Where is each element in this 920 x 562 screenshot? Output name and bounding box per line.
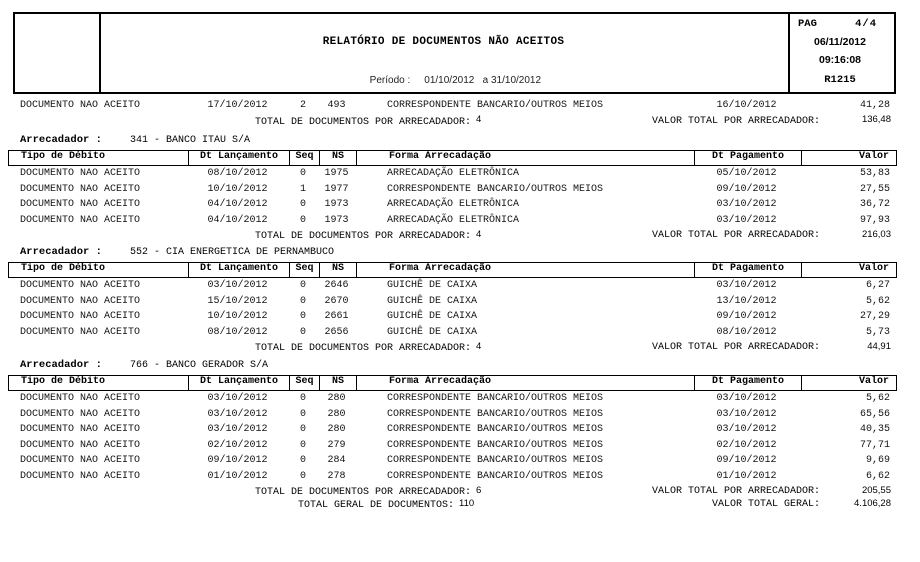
cell-valor: 27,55	[859, 183, 890, 195]
cell-forma-arrecadacao: CORRESPONDENTE BANCARIO/OUTROS MEIOS	[387, 393, 604, 404]
cell-valor: 97,93	[859, 214, 890, 226]
table-header-row	[8, 262, 897, 278]
cell-tipo-debito: DOCUMENTO NAO ACEITO	[20, 424, 141, 435]
arrecadador-line	[8, 243, 897, 262]
arrecadador-label: Arrecadador :	[20, 359, 102, 371]
cell-dt-lancamento: 03/10/2012	[207, 408, 268, 420]
header-divider-left	[99, 14, 101, 92]
cell-dt-pagamento: 09/10/2012	[716, 311, 777, 322]
cell-dt-pagamento: 03/10/2012	[716, 280, 777, 291]
cell-dt-pagamento: 16/10/2012	[716, 100, 777, 111]
cell-tipo-debito: DOCUMENTO NAO ACEITO	[20, 100, 141, 111]
col-dt-lancamento: Dt Lançamento	[188, 263, 289, 277]
total-valor-value: 205,55	[861, 484, 891, 496]
cell-dt-pagamento: 09/10/2012	[716, 455, 777, 466]
cell-dt-lancamento: 15/10/2012	[207, 295, 268, 307]
table-row	[8, 325, 897, 341]
report-date: 06/11/2012	[814, 36, 866, 48]
arrecadador-value: 552 - CIA ENERGETICA DE PERNAMBUCO	[130, 247, 335, 258]
cell-ns: 1975	[324, 168, 349, 179]
col-ns: NS	[319, 263, 356, 277]
arrecadador-totals-row	[8, 114, 897, 130]
col-dt-lancamento: Dt Lançamento	[188, 151, 289, 165]
cell-valor: 36,72	[859, 199, 890, 210]
cell-ns: 2646	[324, 280, 349, 291]
arrecadador-line	[8, 356, 897, 375]
cell-dt-pagamento: 03/10/2012	[716, 393, 777, 404]
total-docs-label: TOTAL DE DOCUMENTOS POR ARRECADADOR: 6	[255, 484, 482, 498]
cell-ns: 1973	[324, 214, 349, 226]
col-seq: Seq	[289, 263, 319, 277]
grand-total-valor-label: VALOR TOTAL GERAL:	[711, 499, 820, 510]
cell-seq: 0	[299, 470, 306, 482]
cell-seq: 0	[299, 326, 306, 338]
cell-ns: 279	[327, 439, 346, 451]
cell-ns: 284	[327, 455, 346, 466]
report-time: 09:16:08	[818, 54, 862, 66]
total-docs-value: 4	[476, 114, 482, 125]
cell-tipo-debito: DOCUMENTO NAO ACEITO	[20, 295, 141, 307]
report-title: RELATÓRIO DE DOCUMENTOS NÃO ACEITOS	[322, 36, 565, 48]
cell-seq: 0	[299, 168, 306, 179]
report-header	[13, 12, 896, 94]
col-forma-arrecadacao: Forma Arrecadação	[356, 376, 694, 390]
cell-ns: 2661	[324, 311, 349, 322]
col-dt-pagamento: Dt Pagamento	[694, 376, 801, 390]
cell-dt-lancamento: 04/10/2012	[207, 199, 268, 210]
grand-total-docs-label: TOTAL GERAL DE DOCUMENTOS:	[298, 500, 455, 511]
cell-dt-lancamento: 01/10/2012	[207, 470, 268, 482]
cell-forma-arrecadacao: CORRESPONDENTE BANCARIO/OUTROS MEIOS	[387, 183, 604, 195]
cell-valor: 27,29	[859, 311, 890, 322]
total-docs-value: 6	[476, 484, 482, 496]
cell-dt-pagamento: 13/10/2012	[716, 295, 777, 307]
cell-valor: 9,69	[865, 455, 890, 466]
cell-seq: 0	[299, 311, 306, 322]
cell-ns: 1973	[324, 199, 349, 210]
cell-tipo-debito: DOCUMENTO NAO ACEITO	[20, 199, 141, 210]
report-code: R1215	[824, 74, 856, 86]
col-tipo-debito: Tipo de Débito	[21, 151, 106, 162]
cell-ns: 1977	[324, 183, 349, 195]
cell-dt-lancamento: 03/10/2012	[207, 393, 268, 404]
cell-dt-pagamento: 02/10/2012	[716, 439, 777, 451]
cell-dt-lancamento: 03/10/2012	[207, 424, 268, 435]
table-row	[8, 182, 897, 198]
cell-dt-lancamento: 08/10/2012	[207, 168, 268, 179]
cell-tipo-debito: DOCUMENTO NAO ACEITO	[20, 408, 141, 420]
cell-forma-arrecadacao: ARRECADAÇÃO ELETRÔNICA	[387, 214, 520, 226]
total-valor-label: VALOR TOTAL POR ARRECADADOR:	[651, 115, 820, 127]
cell-forma-arrecadacao: GUICHÊ DE CAIXA	[387, 326, 478, 338]
grand-total-docs	[298, 497, 474, 514]
cell-tipo-debito: DOCUMENTO NAO ACEITO	[20, 393, 141, 404]
page-label: PAG	[798, 18, 817, 30]
report-period-line	[353, 64, 541, 97]
table-row	[8, 391, 897, 407]
table-header-row	[8, 375, 897, 391]
col-seq: Seq	[289, 376, 319, 390]
cell-valor: 6,27	[865, 280, 890, 291]
cell-dt-pagamento: 03/10/2012	[716, 199, 777, 210]
cell-dt-lancamento: 08/10/2012	[207, 326, 268, 338]
cell-ns: 280	[327, 393, 346, 404]
table-row	[8, 309, 897, 325]
total-valor-label: VALOR TOTAL POR ARRECADADOR:	[651, 486, 820, 497]
page-number: 4/4	[855, 18, 877, 30]
cell-forma-arrecadacao: CORRESPONDENTE BANCARIO/OUTROS MEIOS	[387, 424, 604, 435]
cell-tipo-debito: DOCUMENTO NAO ACEITO	[20, 168, 141, 179]
cell-forma-arrecadacao: CORRESPONDENTE BANCARIO/OUTROS MEIOS	[387, 408, 604, 420]
table-row	[8, 166, 897, 182]
grand-total-docs-value: 110	[459, 497, 475, 509]
cell-seq: 0	[299, 199, 306, 210]
table-row	[8, 197, 897, 213]
col-dt-pagamento: Dt Pagamento	[694, 151, 801, 165]
cell-ns: 280	[327, 424, 346, 435]
cell-dt-lancamento: 02/10/2012	[207, 439, 268, 451]
cell-dt-lancamento: 04/10/2012	[207, 214, 268, 226]
cell-seq: 0	[299, 424, 306, 435]
table-row	[8, 453, 897, 469]
arrecadador-label: Arrecadador :	[20, 246, 102, 258]
table-row	[8, 294, 897, 310]
cell-dt-pagamento: 09/10/2012	[716, 183, 777, 195]
cell-forma-arrecadacao: CORRESPONDENTE BANCARIO/OUTROS MEIOS	[387, 455, 604, 466]
col-forma-arrecadacao: Forma Arrecadação	[356, 263, 694, 277]
cell-tipo-debito: DOCUMENTO NAO ACEITO	[20, 214, 141, 226]
col-valor: Valor	[801, 376, 896, 390]
cell-forma-arrecadacao: GUICHÊ DE CAIXA	[387, 295, 478, 307]
cell-seq: 0	[299, 280, 306, 291]
total-valor-value: 44,91	[867, 340, 891, 352]
cell-dt-lancamento: 03/10/2012	[207, 280, 268, 291]
cell-dt-lancamento: 10/10/2012	[207, 311, 268, 322]
cell-tipo-debito: DOCUMENTO NAO ACEITO	[20, 455, 141, 466]
cell-ns: 493	[327, 100, 346, 111]
period-label: Período :	[369, 75, 411, 86]
grand-total-valor-value: 4.106,28	[854, 497, 891, 509]
cell-valor: 40,35	[859, 424, 890, 435]
cell-dt-pagamento: 03/10/2012	[716, 424, 777, 435]
cell-dt-pagamento: 03/10/2012	[716, 408, 777, 420]
cell-dt-pagamento: 08/10/2012	[716, 326, 777, 338]
col-ns: NS	[319, 376, 356, 390]
cell-valor: 41,28	[859, 100, 890, 111]
arrecadador-line	[8, 131, 897, 150]
table-row	[8, 407, 897, 423]
cell-tipo-debito: DOCUMENTO NAO ACEITO	[20, 311, 141, 322]
cell-dt-lancamento: 17/10/2012	[207, 100, 268, 111]
cell-forma-arrecadacao: CORRESPONDENTE BANCARIO/OUTROS MEIOS	[387, 439, 604, 451]
table-row	[8, 469, 897, 485]
cell-ns: 280	[327, 408, 346, 420]
cell-seq: 0	[299, 439, 306, 451]
total-docs-label: TOTAL DE DOCUMENTOS POR ARRECADADOR: 4	[255, 340, 482, 354]
table-row	[8, 213, 897, 229]
cell-tipo-debito: DOCUMENTO NAO ACEITO	[20, 326, 141, 338]
total-valor-value: 136,48	[861, 114, 891, 125]
col-dt-pagamento: Dt Pagamento	[694, 263, 801, 277]
col-valor: Valor	[801, 263, 896, 277]
arrecadador-section-552	[8, 243, 897, 356]
col-dt-lancamento: Dt Lançamento	[188, 376, 289, 390]
grand-total-row	[8, 497, 897, 513]
arrecadador-value: 766 - BANCO GERADOR S/A	[130, 360, 269, 371]
cell-forma-arrecadacao: ARRECADAÇÃO ELETRÔNICA	[387, 168, 520, 179]
table-row	[8, 98, 897, 114]
col-tipo-debito: Tipo de Débito	[21, 263, 106, 274]
col-forma-arrecadacao: Forma Arrecadação	[356, 151, 694, 165]
cell-tipo-debito: DOCUMENTO NAO ACEITO	[20, 280, 141, 291]
cell-dt-lancamento: 09/10/2012	[207, 455, 268, 466]
cell-forma-arrecadacao: ARRECADAÇÃO ELETRÔNICA	[387, 199, 520, 210]
total-docs-label: TOTAL DE DOCUMENTOS POR ARRECADADOR: 4	[255, 228, 482, 242]
arrecadador-value: 341 - BANCO ITAU S/A	[130, 135, 251, 146]
cell-seq: 0	[299, 393, 306, 404]
cell-seq: 1	[299, 183, 306, 195]
cell-dt-pagamento: 01/10/2012	[716, 470, 777, 482]
cell-dt-pagamento: 05/10/2012	[716, 168, 777, 179]
cell-forma-arrecadacao: CORRESPONDENTE BANCARIO/OUTROS MEIOS	[387, 100, 604, 111]
cell-tipo-debito: DOCUMENTO NAO ACEITO	[20, 439, 141, 451]
period-value: 01/10/2012 a 31/10/2012	[424, 75, 542, 86]
cell-seq: 0	[299, 408, 306, 420]
col-tipo-debito: Tipo de Débito	[21, 376, 106, 387]
cell-seq: 0	[299, 455, 306, 466]
cell-valor: 65,56	[859, 408, 890, 420]
cell-forma-arrecadacao: CORRESPONDENTE BANCARIO/OUTROS MEIOS	[387, 470, 604, 482]
cell-valor: 5,62	[865, 295, 890, 307]
cell-tipo-debito: DOCUMENTO NAO ACEITO	[20, 183, 141, 195]
table-row	[8, 422, 897, 438]
cell-seq: 0	[299, 214, 306, 226]
continuation-section	[8, 98, 897, 130]
cell-seq: 0	[299, 295, 306, 307]
cell-valor: 5,62	[865, 393, 890, 404]
col-ns: NS	[319, 151, 356, 165]
cell-tipo-debito: DOCUMENTO NAO ACEITO	[20, 470, 141, 482]
cell-forma-arrecadacao: GUICHÊ DE CAIXA	[387, 280, 478, 291]
table-row	[8, 278, 897, 294]
page-indicator	[788, 18, 892, 30]
cell-dt-lancamento: 10/10/2012	[207, 183, 268, 195]
total-docs-value: 4	[476, 340, 482, 352]
table-header-row	[8, 150, 897, 166]
cell-valor: 53,83	[859, 168, 890, 179]
arrecadador-section-766	[8, 356, 897, 500]
col-seq: Seq	[289, 151, 319, 165]
arrecadador-totals-row	[8, 228, 897, 244]
cell-ns: 278	[327, 470, 346, 482]
cell-ns: 2656	[324, 326, 349, 338]
arrecadador-label: Arrecadador :	[20, 134, 102, 146]
arrecadador-totals-row	[8, 340, 897, 356]
cell-valor: 77,71	[859, 439, 890, 451]
arrecadador-section-341	[8, 131, 897, 244]
cell-seq: 2	[299, 100, 306, 111]
cell-dt-pagamento: 03/10/2012	[716, 214, 777, 226]
cell-forma-arrecadacao: GUICHÊ DE CAIXA	[387, 311, 478, 322]
total-valor-label: VALOR TOTAL POR ARRECADADOR:	[651, 230, 820, 241]
total-valor-label: VALOR TOTAL POR ARRECADADOR:	[651, 342, 820, 353]
total-docs-value: 4	[476, 228, 482, 240]
cell-valor: 5,73	[865, 326, 890, 338]
table-row	[8, 438, 897, 454]
total-docs-label: TOTAL DE DOCUMENTOS POR ARRECADADOR: 4	[255, 114, 482, 128]
total-valor-value: 216,03	[861, 228, 891, 240]
col-valor: Valor	[801, 151, 896, 165]
cell-ns: 2670	[324, 295, 349, 307]
cell-valor: 6,62	[865, 470, 890, 482]
